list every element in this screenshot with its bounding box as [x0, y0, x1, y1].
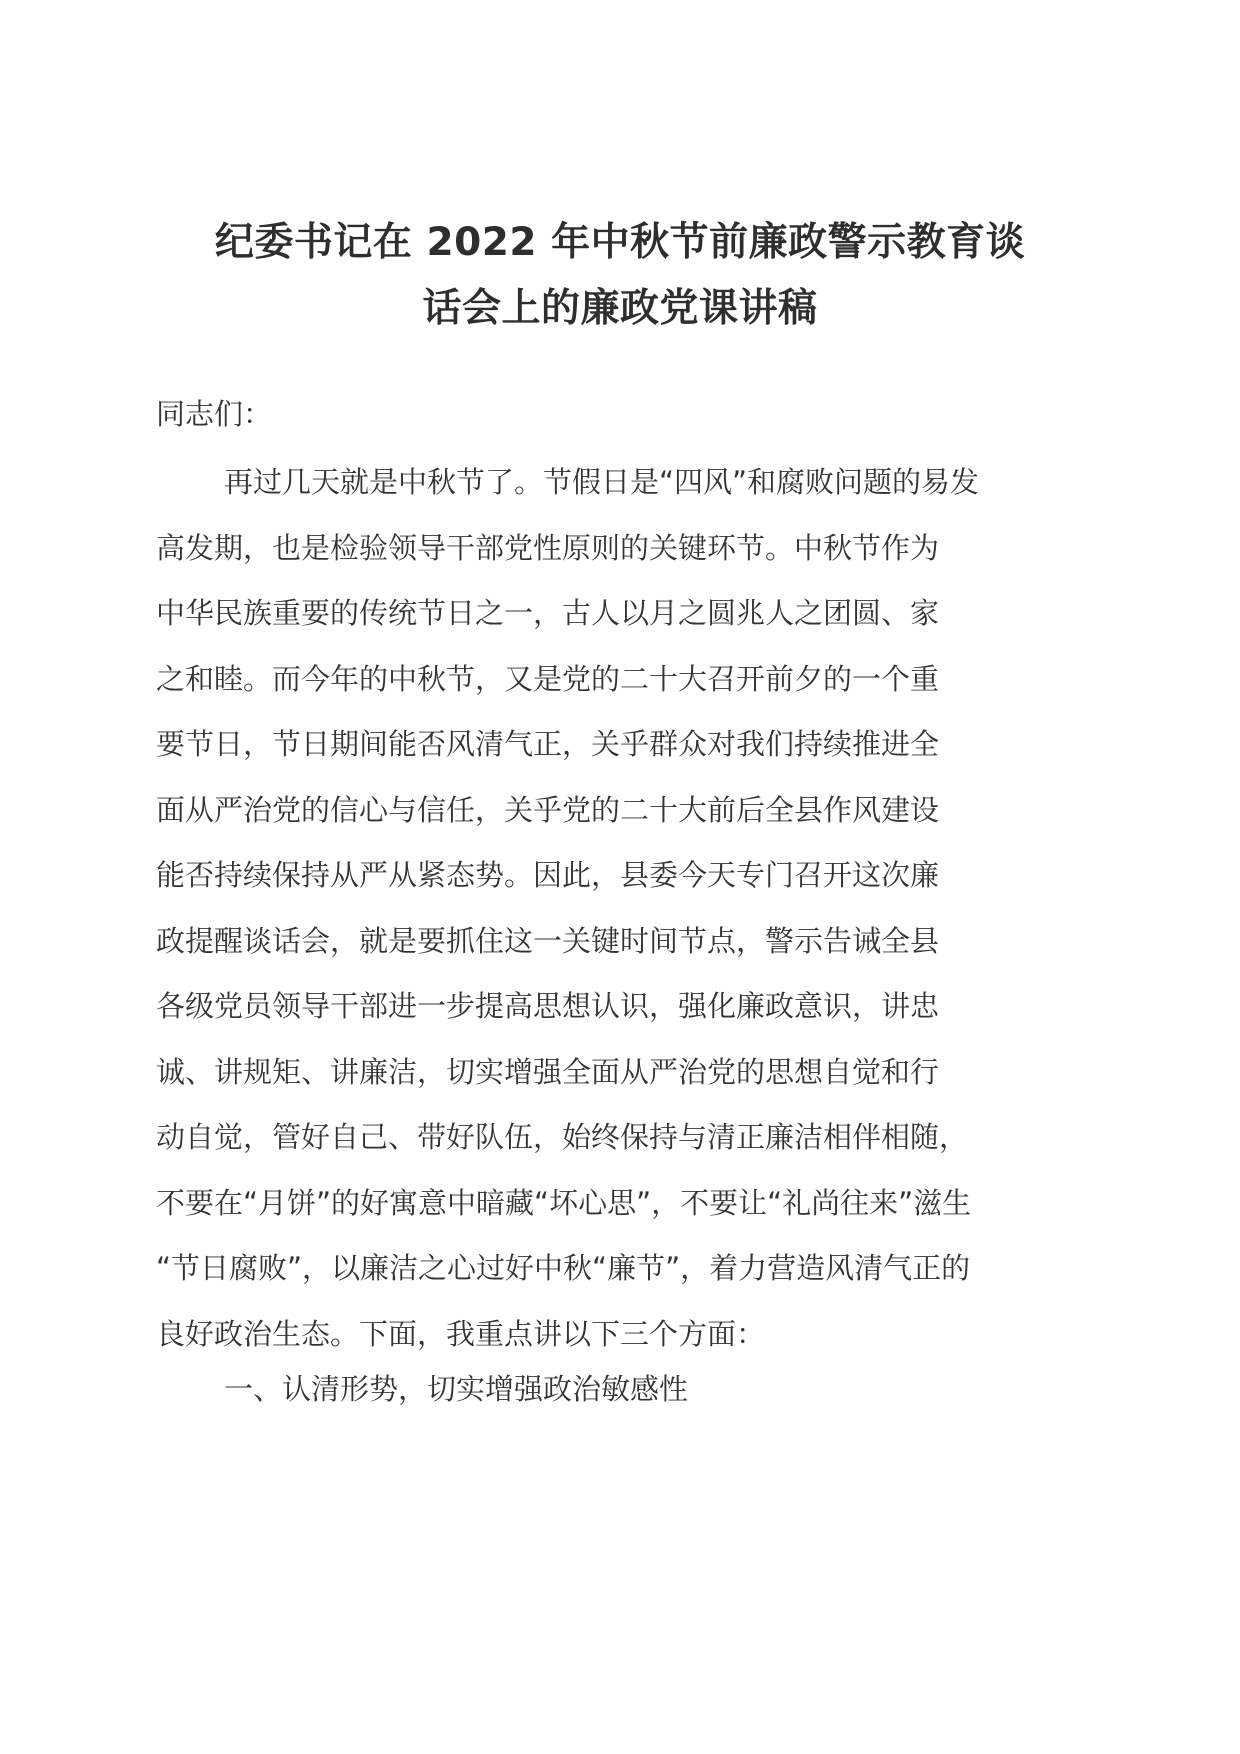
paragraph-line-5: 要节日，节日期间能否风清气正，关乎群众对我们持续推进全: [156, 727, 940, 761]
paragraph-line-7: 能否持续保持从严从紧态势。因此，县委今天专门召开这次廉: [156, 858, 940, 892]
opening-paragraph: [156, 450, 1086, 1367]
paragraph-line-11: 动自觉，管好自己、带好队伍，始终保持与清正廉洁相伴相随，: [156, 1120, 969, 1154]
document-title: [150, 210, 1090, 342]
paragraph-line-9: 各级党员领导干部进一步提高思想认识，强化廉政意识，讲忠: [156, 989, 940, 1023]
paragraph-line-13: “节日腐败”，以廉洁之心过好中秋“廉节”，着力营造风清气正的: [156, 1251, 971, 1285]
paragraph-line-1: 再过几天就是中秋节了。节假日是“四风”和腐败问题的易发: [224, 465, 980, 499]
paragraph-line-10: 诚、讲规矩、讲廉洁，切实增强全面从严治党的思想自觉和行: [156, 1054, 940, 1089]
salutation: 同志们：: [156, 397, 273, 431]
title-line-2: 话会上的廉政党课讲稿: [422, 286, 818, 331]
title-line-1: 纪委书记在 2022 年中秋节前廉政警示教育谈: [214, 220, 1026, 265]
paragraph-line-12: 不要在“月饼”的好寓意中暗藏“坏心思”，不要让“礼尚往来”滋生: [156, 1185, 972, 1220]
paragraph-line-3: 中华民族重要的传统节日之一，古人以月之圆兆人之团圆、家: [156, 596, 940, 630]
paragraph-line-6: 面从严治党的信心与信任，关乎党的二十大前后全县作风建设: [156, 792, 940, 827]
paragraph-line-14: 良好政治生态。下面，我重点讲以下三个方面：: [156, 1316, 766, 1351]
paragraph-line-8: 政提醒谈话会，就是要抓住这一关键时间节点，警示告诫全县: [156, 923, 940, 958]
section-heading-1: 一、认清形势，切实增强政治敏感性: [224, 1372, 689, 1406]
paragraph-line-2: 高发期，也是检验领导干部党性原则的关键环节。中秋节作为: [156, 530, 940, 565]
paragraph-line-4: 之和睦。而今年的中秋节，又是党的二十大召开前夕的一个重: [156, 661, 940, 696]
